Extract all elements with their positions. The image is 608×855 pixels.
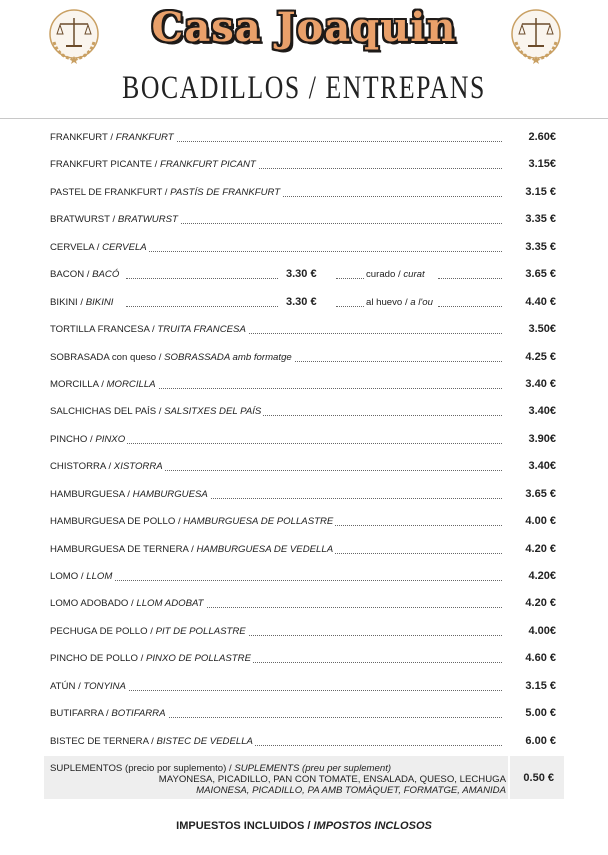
menu-item: [44, 645, 564, 672]
menu-item-price: 6.00 €: [525, 734, 556, 747]
leader-dots: [438, 278, 502, 279]
menu-item-price: 3.40 €: [525, 377, 556, 390]
leader-dots: [126, 306, 278, 307]
supplements-list-catalan: MAIONESA, PICADILLO, PA AMB TOMÀQUET, FORMATGE, AMANIDA: [196, 785, 506, 796]
menu-item-price: 3.40€: [528, 460, 556, 473]
supplements-box: [44, 756, 564, 799]
menu-item-variant-name: al huevo / a l'ou: [366, 296, 433, 308]
menu-item: [44, 206, 564, 233]
menu-item: [44, 124, 564, 151]
header: [0, 0, 608, 118]
menu-item-name: SALCHICHAS DEL PAÍS / SALSITXES DEL PAÍS: [50, 406, 262, 418]
menu-item-name: BACON / BACÓ: [50, 269, 120, 281]
menu-item-price: 3.65 €: [525, 487, 556, 500]
menu-item: [44, 590, 564, 617]
menu-item-name: HAMBURGUESA DE TERNERA / HAMBURGUESA DE VEDELLA: [50, 543, 334, 555]
menu-item-name: FRANKFURT / FRANKFURT: [50, 132, 174, 143]
menu-item-price: 4.40 €: [525, 295, 556, 308]
menu-item-price: 5.00 €: [525, 707, 556, 720]
menu-item-price: 3.35 €: [525, 213, 556, 226]
menu-item-name: CERVELA / CERVELA: [50, 241, 147, 253]
menu-item-name: HAMBURGUESA DE POLLO / HAMBURGUESA DE POLLASTRE: [50, 516, 334, 528]
menu-item-name: PINCHO DE POLLO / PINXO DE POLLASTRE: [50, 653, 251, 665]
menu-item-name: TORTILLA FRANCESA / TRUITA FRANCESA: [50, 324, 246, 336]
menu-item: [44, 508, 564, 535]
menu-item-price: 4.00 €: [525, 515, 556, 528]
menu-item-price: 4.25 €: [525, 350, 556, 363]
menu-item-price-plain: 3.30 €: [286, 295, 317, 308]
menu-item: [44, 316, 564, 343]
menu-item: [44, 234, 564, 261]
menu-item: [44, 289, 564, 316]
menu-item-name: SOBRASADA con queso / SOBRASSADA amb formatge: [50, 351, 292, 363]
menu-item-name: PASTEL DE FRANKFURT / PASTÍS DE FRANKFURT: [50, 186, 281, 198]
menu-item: [44, 371, 564, 398]
menu-item-name: BISTEC DE TERNERA / BISTEC DE VEDELLA: [50, 735, 253, 747]
scales-of-justice-logo-icon: [506, 6, 566, 66]
leader-dots: [336, 306, 364, 307]
menu-item-price: 4.20 €: [525, 597, 556, 610]
menu-item-name: BUTIFARRA / BOTIFARRA: [50, 708, 166, 720]
menu-item: [44, 673, 564, 700]
menu-item: [44, 344, 564, 371]
menu-item-name: PINCHO / PINXO: [50, 433, 126, 445]
header-divider: [0, 118, 608, 119]
leader-dots: [126, 278, 278, 279]
menu-item-price: 3.35 €: [525, 240, 556, 253]
menu-item-price: 2.60€: [528, 131, 556, 143]
menu-item-price: 4.20€: [528, 570, 556, 582]
menu-item-name: BIKINI / BIKINI: [50, 296, 114, 308]
menu-item-price: 3.15 €: [525, 679, 556, 692]
menu-item-name: FRANKFURT PICANTE / FRANKFURT PICANT: [50, 159, 256, 171]
menu-item: [44, 618, 564, 645]
supplements-price: 0.50 €: [523, 772, 554, 784]
menu-item-name: BRATWURST / BRATWURST: [50, 214, 178, 226]
menu-item: [44, 536, 564, 563]
menu-item-name: ATÚN / TONYINA: [50, 680, 126, 692]
menu-list: [44, 124, 564, 755]
menu-item-name: LOMO / LLOM: [50, 571, 113, 582]
menu-item-name: MORCILLA / MORCILLA: [50, 378, 156, 390]
menu-item: [44, 563, 564, 590]
menu-item: [44, 261, 564, 288]
menu-item-price-plain: 3.30 €: [286, 268, 317, 281]
menu-item: [44, 453, 564, 480]
leader-dots: [438, 306, 502, 307]
menu-item-price: 3.15€: [528, 158, 556, 171]
leader-dots: [336, 278, 364, 279]
supplements-title: SUPLEMENTOS (precio por suplemento) / SUPLEMENTS (preu per suplement): [50, 763, 392, 774]
menu-item-price: 3.15 €: [525, 185, 556, 198]
menu-item-name: HAMBURGUESA / HAMBURGUESA: [50, 488, 208, 500]
supplements-list: MAYONESA, PICADILLO, PAN CON TOMATE, ENSALADA, QUESO, LECHUGA: [158, 774, 506, 785]
menu-item-name: PECHUGA DE POLLO / PIT DE POLLASTRE: [50, 625, 246, 637]
menu-item-name: CHISTORRA / XISTORRA: [50, 461, 163, 473]
menu-item-price: 4.20 €: [525, 542, 556, 555]
menu-item: [44, 398, 564, 425]
menu-item: [44, 700, 564, 727]
menu-item-variant-name: curado / curat: [366, 269, 425, 281]
menu-item-price: 4.00€: [528, 624, 556, 637]
menu-item-price: 3.50€: [528, 323, 556, 336]
brand-title: Casa Joaquin: [151, 4, 457, 51]
taxes-note: IMPUESTOS INCLUIDOS / IMPOSTOS INCLOSOS: [176, 820, 432, 832]
menu-item: [44, 481, 564, 508]
menu-item-name: LOMO ADOBADO / LLOM ADOBAT: [50, 598, 204, 610]
menu-item: [44, 179, 564, 206]
menu-item-price: 3.40€: [528, 405, 556, 418]
menu-item-price: 3.90€: [528, 432, 556, 445]
menu-item: [44, 151, 564, 178]
supplements-divider: [508, 756, 510, 799]
leader-dots: [50, 580, 502, 581]
menu-item-price: 3.65 €: [525, 268, 556, 281]
menu-item: [44, 426, 564, 453]
menu-item-price: 4.60 €: [525, 652, 556, 665]
menu-section-title: BOCADILLOS / ENTREPANS: [122, 70, 486, 106]
menu-item: [44, 728, 564, 755]
